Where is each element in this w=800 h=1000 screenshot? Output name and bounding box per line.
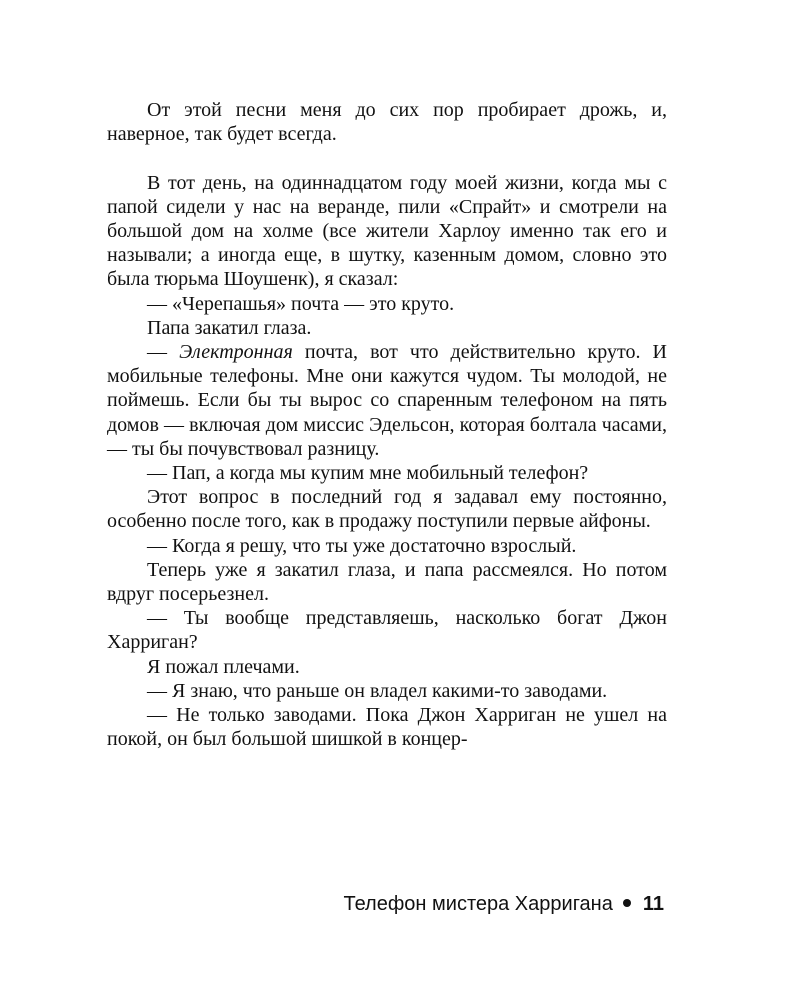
paragraph — [107, 340, 667, 461]
paragraph: Теперь уже я закатил глаза, и папа рассмеялся. Но потом вдруг посерьезнел. — [107, 558, 667, 606]
paragraph-rest: почта, вот что действительно круто. И мобильные телефоны. Мне они кажутся чудом. Ты молодой, не поймешь. Если бы ты вырос со спаренным телефоном на пять домов — включая дом миссис Эдельсон, которая болтала часами, — ты бы почувствовал разницу. — [107, 341, 667, 460]
paragraph: В тот день, на одиннадцатом году моей жизни, когда мы с папой сидели у нас на веранде, пили «Спрайт» и смотрели на большой дом на холме (все жители Харлоу именно так его и называли; а иногда еще, в шутку, казенным домом, словно это была тюрьма Шоушенк), я сказал: — [107, 171, 667, 291]
paragraph: — Ты вообще представляешь, насколько богат Джон Харриган? — [107, 607, 667, 654]
paragraph: Я пожал плечами. — [147, 655, 300, 678]
running-footer — [300, 892, 664, 916]
page-number: 11 — [642, 893, 664, 915]
paragraph: — Когда я решу, что ты уже достаточно взрослый. — [147, 534, 577, 557]
book-title: Телефон мистера Харригана — [343, 893, 613, 915]
paragraph: Этот вопрос в последний год я задавал ему постоянно, особенно после того, как в продажу поступили первые айфоны. — [107, 486, 667, 533]
blank-line — [107, 146, 667, 170]
italic-word: Электронная — [179, 341, 293, 364]
paragraph: — Я знаю, что раньше он владел какими-то заводами. — [147, 679, 608, 702]
paragraph: От этой песни меня до сих пор пробирает дрожь, и, наверное, так будет всегда. — [107, 99, 667, 146]
bullet-icon — [623, 899, 631, 907]
paragraph: — Не только заводами. Пока Джон Харриган не ушел на покой, он был большой шишкой в концер- — [107, 704, 667, 751]
paragraph: — Пап, а когда мы купим мне мобильный телефон? — [147, 462, 589, 485]
paragraph: — «Черепашья» почта — это круто. — [147, 292, 455, 315]
dialogue-dash: — — [147, 341, 180, 364]
body-text — [107, 98, 667, 751]
paragraph: Папа закатил глаза. — [147, 316, 312, 339]
